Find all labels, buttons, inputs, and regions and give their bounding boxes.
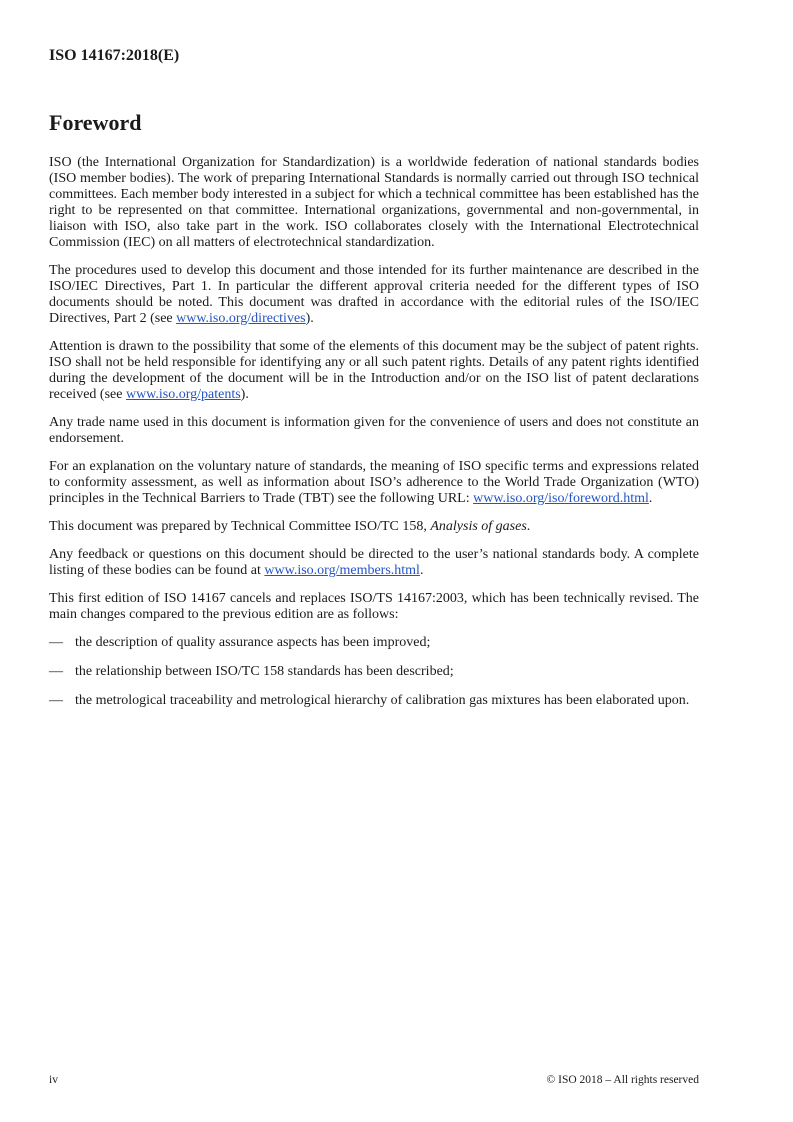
list-item	[49, 635, 699, 651]
list-item-text: the relationship between ISO/TC 158 standards has been described;	[75, 664, 454, 679]
paragraph-patent-rights	[49, 339, 699, 403]
list-item-text: the description of quality assurance aspects has been improved;	[75, 635, 431, 650]
paragraph-text: Any feedback or questions on this document should be directed to the user’s national standards body. A complete listing of these bodies can be found at	[49, 547, 699, 578]
paragraph-iso-overview	[49, 155, 699, 251]
paragraph-feedback	[49, 547, 699, 579]
dash-bullet: —	[49, 635, 63, 650]
paragraph-text: ISO (the International Organization for Standardization) is a worldwide federation of national standards bodies (ISO member bodies). The work of preparing International Standards is normally carried out through ISO technical committees. Each member body interested in a subject for which a technical committee has been established has the right to be represented on that committee. International organizations, governmental and non-governmental, in liaison with ISO, also take part in the work. ISO collaborates closely with the International Electrotechnical Commission (IEC) on all matters of electrotechnical standardization.	[49, 155, 699, 250]
changes-list	[49, 635, 699, 709]
paragraph-text: Any trade name used in this document is information given for the convenience of users and does not constitute an endorsement.	[49, 415, 699, 446]
paragraph-trade-name	[49, 415, 699, 447]
paragraph-text: .	[648, 491, 653, 506]
paragraph-text: ).	[240, 387, 249, 402]
dash-bullet: —	[49, 693, 63, 708]
paragraph-text: .	[526, 519, 531, 534]
committee-title: Analysis of gases	[430, 519, 527, 534]
paragraph-text: This first edition of ISO 14167 cancels and replaces ISO/TS 14167:2003, which has been technically revised. The main changes compared to the previous edition are as follows:	[49, 591, 699, 622]
paragraph-edition	[49, 591, 699, 623]
dash-bullet: —	[49, 664, 63, 679]
directives-link[interactable]: www.iso.org/directives	[176, 311, 306, 326]
paragraph-text: Attention is drawn to the possibility that some of the elements of this document may be the subject of patent rights. ISO shall not be held responsible for identifying any or all such patent rights. Details of any patent rights identified during the development of the document will be in the Introduction and/or on the ISO list of patent declarations received (see	[49, 339, 699, 402]
paragraph-text: For an explanation on the voluntary nature of standards, the meaning of ISO specific terms and expressions related to conformity assessment, as well as information about ISO’s adherence to the World Trade Organization (WTO) principles in the Technical Barriers to Trade (TBT) see the following URL:	[49, 459, 699, 506]
members-link[interactable]: www.iso.org/members.html	[264, 563, 420, 578]
list-item-text: the metrological traceability and metrological hierarchy of calibration gas mixtures has been elaborated upon.	[75, 693, 690, 708]
foreword-link[interactable]: www.iso.org/iso/foreword.html	[473, 491, 649, 506]
paragraph-text: .	[419, 563, 424, 578]
page-title: Foreword	[49, 110, 142, 135]
copyright-notice: © ISO 2018 – All rights reserved	[546, 1074, 699, 1086]
list-item	[49, 693, 699, 709]
paragraph-voluntary-nature	[49, 459, 699, 507]
paragraph-text: ).	[305, 311, 314, 326]
paragraph-committee	[49, 519, 699, 535]
paragraph-procedures	[49, 263, 699, 327]
document-id-header: ISO 14167:2018(E)	[49, 47, 180, 64]
foreword-body	[49, 155, 699, 722]
paragraph-text: This document was prepared by Technical Committee ISO/TC 158,	[49, 519, 431, 534]
patents-link[interactable]: www.iso.org/patents	[125, 387, 241, 402]
page-number: iv	[49, 1074, 58, 1086]
paragraph-text: The procedures used to develop this document and those intended for its further maintenance are described in the ISO/IEC Directives, Part 1. In particular the different approval criteria needed for the different types of ISO documents should be noted. This document was drafted in accordance with the editorial rules of the ISO/IEC Directives, Part 2 (see	[49, 263, 699, 326]
list-item	[49, 664, 699, 680]
